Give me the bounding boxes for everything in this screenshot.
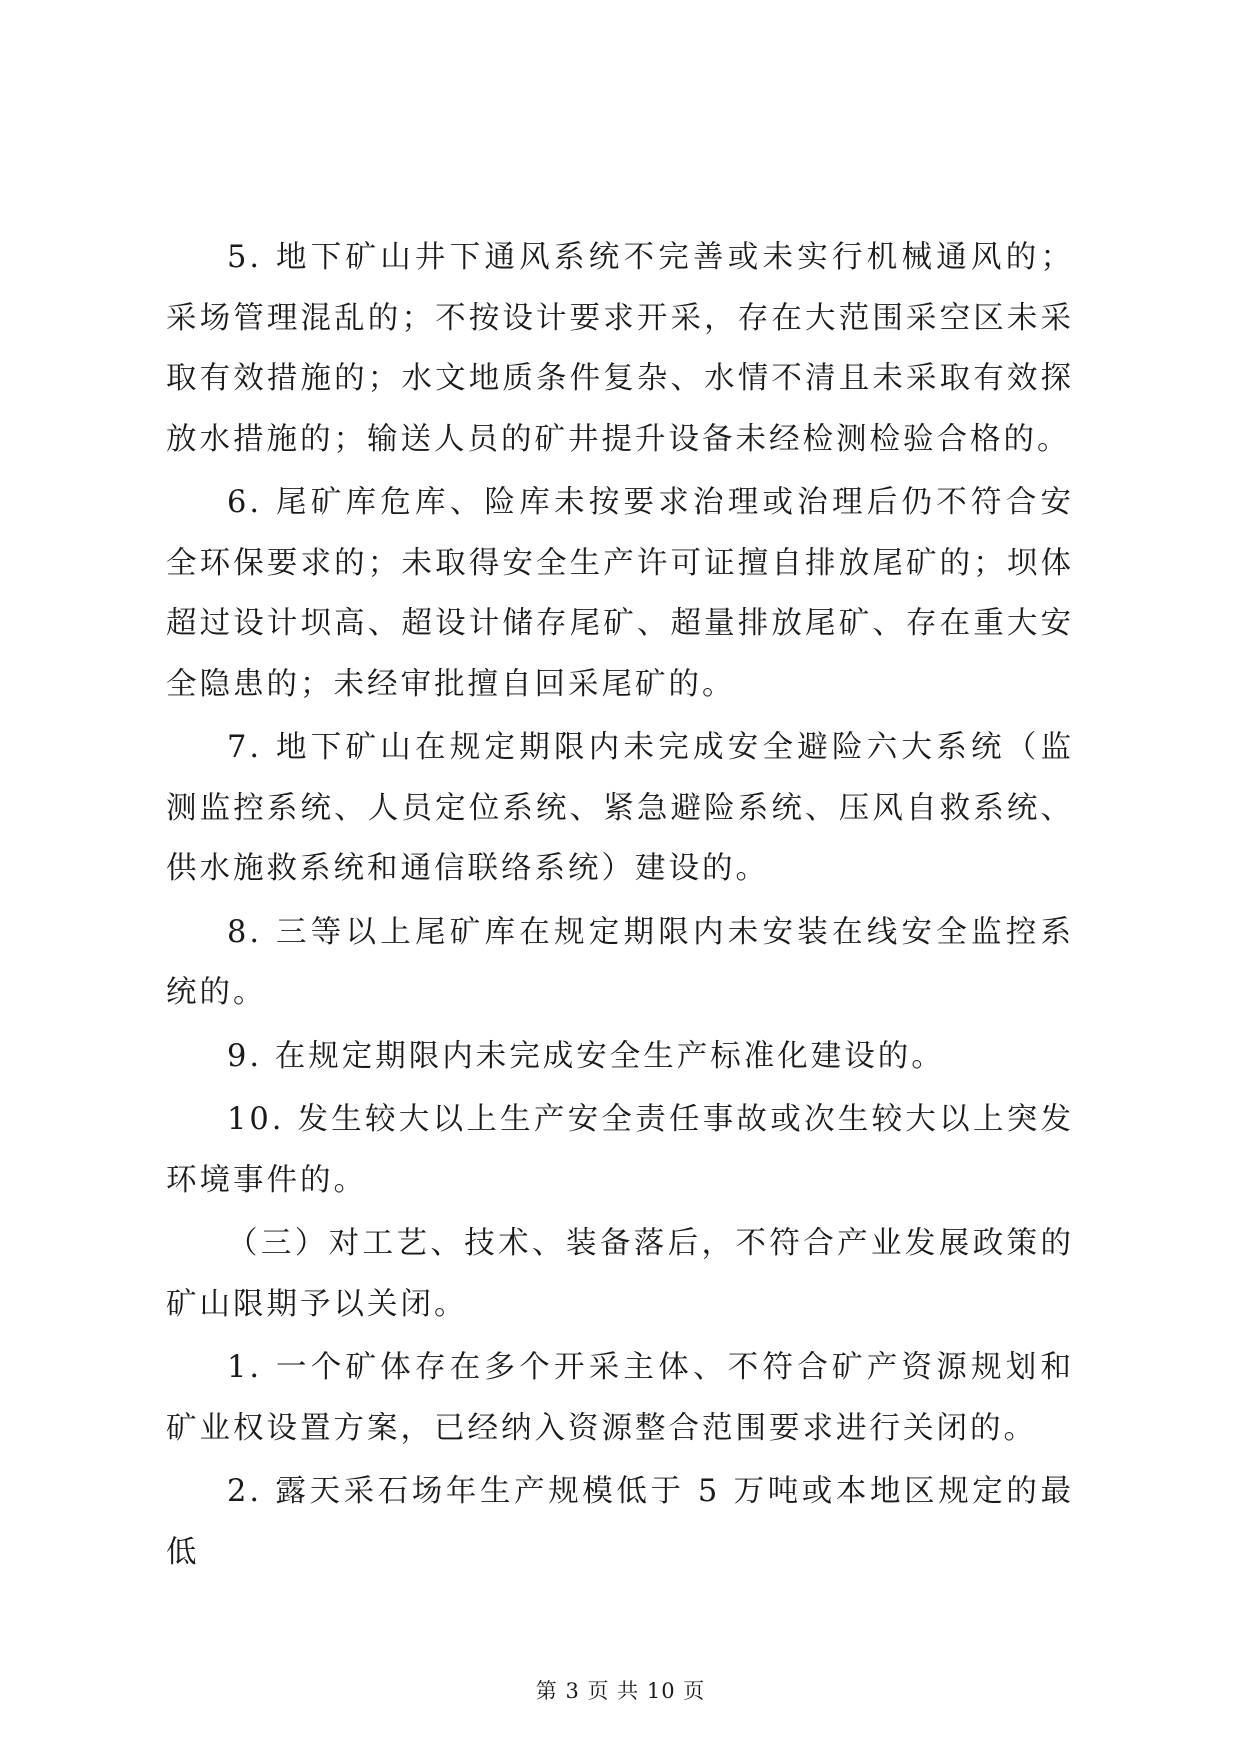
paragraph-item-5: 5. 地下矿山井下通风系统不完善或未实行机械通风的；采场管理混乱的；不按设计要求开采，存在大范围采空区未采取有效措施的；水文地质条件复杂、水情不清且未采取有效探放水措施的；输送人员的矿井提升设备未经检测检验合格的。 [166, 240, 1074, 457]
paragraph-item-2: 2. 露天采石场年生产规模低于 5 万吨或本地区规定的最低 [166, 1474, 1074, 1570]
page-number-footer: 第 3 页 共 10 页 [535, 1679, 706, 1703]
paragraph-item-6: 6. 尾矿库危库、险库未按要求治理或治理后仍不符合安全环保要求的；未取得安全生产许可证擅自排放尾矿的；坝体超过设计坝高、超设计储存尾矿、超量排放尾矿、存在重大安全隐患的；未经审批擅自回采尾矿的。 [166, 485, 1074, 702]
paragraph-item-10: 10. 发生较大以上生产安全责任事故或次生较大以上突发环境事件的。 [166, 1102, 1074, 1198]
paragraph-item-8: 8. 三等以上尾矿库在规定期限内未安装在线安全监控系统的。 [166, 914, 1074, 1010]
paragraph-item-1: 1. 一个矿体存在多个开采主体、不符合矿产资源规划和矿业权设置方案，已经纳入资源整合范围要求进行关闭的。 [166, 1350, 1074, 1446]
section-heading-3: （三）对工艺、技术、装备落后，不符合产业发展政策的矿山限期予以关闭。 [166, 1226, 1074, 1322]
paragraph-item-7: 7. 地下矿山在规定期限内未完成安全避险六大系统（监测监控系统、人员定位系统、紧急避险系统、压风自救系统、供水施救系统和通信联络系统）建设的。 [166, 730, 1074, 886]
document-body [166, 228, 1074, 1586]
paragraph-item-9: 9. 在规定期限内未完成安全生产标准化建设的。 [227, 1038, 945, 1074]
